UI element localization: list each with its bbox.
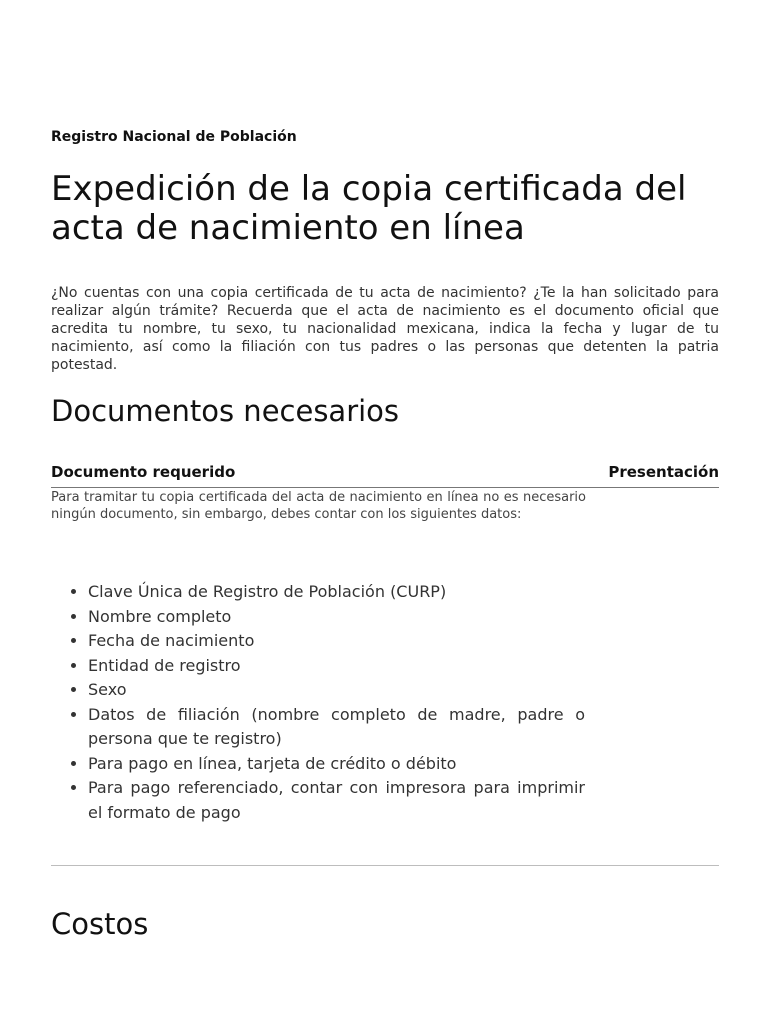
list-item: • Datos de filiación (nombre completo de madre, padre o persona que te registro) xyxy=(88,703,585,752)
list-item: • Para pago en línea, tarjeta de crédito o débito xyxy=(88,752,585,777)
column-header-document: Documento requerido xyxy=(51,463,236,481)
documents-table-header xyxy=(51,463,719,488)
list-item: • Sexo xyxy=(88,678,585,703)
list-item: • Fecha de nacimiento xyxy=(88,629,585,654)
intro-paragraph: ¿No cuentas con una copia certificada de tu acta de nacimiento? ¿Te la han solicitado para realizar algún trámite? Recuerda que el acta de nacimiento es el documento oficial que acredita tu nombre, tu sexo, tu nacionalidad mexicana, indica la fecha y lugar de tu nacimiento, así como la filiación con tus padres o las personas que detenten la patria potestad. xyxy=(51,285,719,373)
list-item: • Nombre completo xyxy=(88,605,585,630)
list-item: • Para pago referenciado, contar con impresora para imprimir el formato de pago xyxy=(88,776,585,825)
requirements-list xyxy=(51,580,585,825)
documents-heading: Documentos necesarios xyxy=(51,394,400,428)
list-item: • Clave Única de Registro de Población (CURP) xyxy=(88,580,585,605)
list-item: • Entidad de registro xyxy=(88,654,585,679)
page-title: Expedición de la copia certificada del acta de nacimiento en línea xyxy=(51,169,687,248)
documents-table-cell: Para tramitar tu copia certificada del acta de nacimiento en línea no es necesario ningún documento, sin embargo, debes contar con los siguientes datos: xyxy=(51,490,586,522)
agency-name: Registro Nacional de Población xyxy=(51,129,297,145)
column-header-presentation: Presentación xyxy=(608,463,719,481)
costs-heading: Costos xyxy=(51,907,149,941)
section-divider xyxy=(51,865,719,866)
